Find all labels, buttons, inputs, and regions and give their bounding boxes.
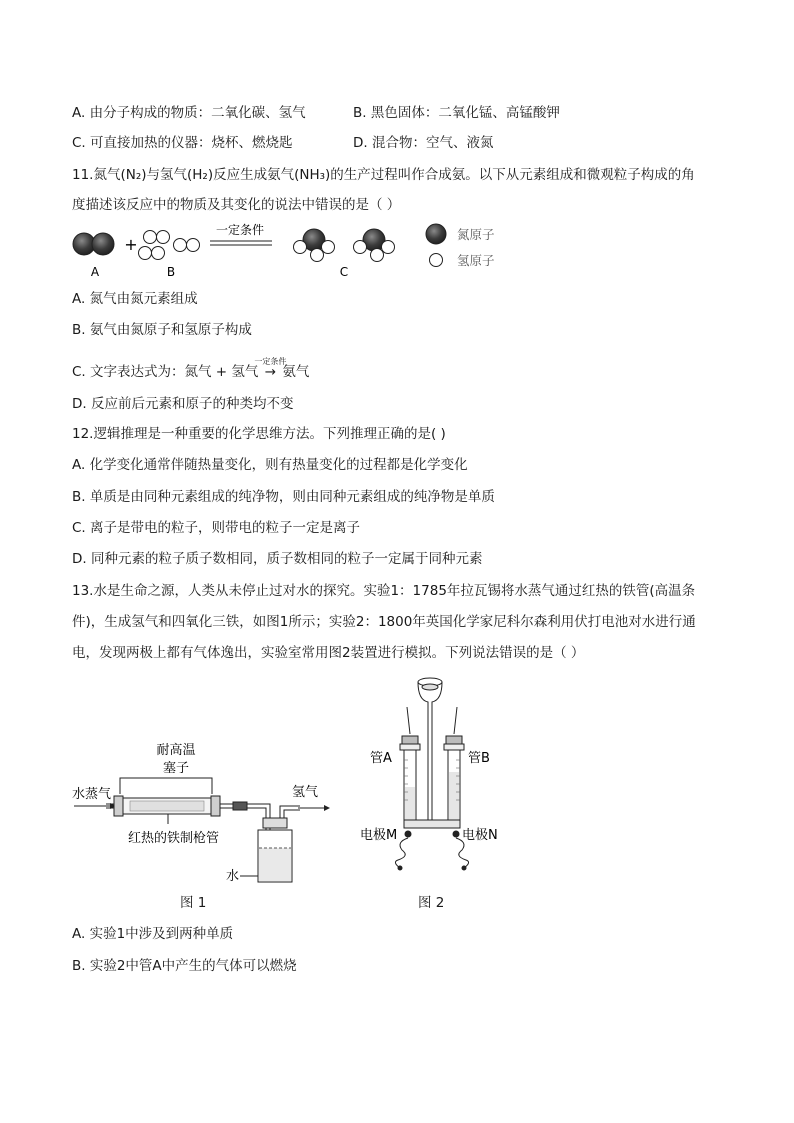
nh3-molecule-1 (294, 229, 335, 262)
q10-option-a: A. 由分子构成的物质：二氧化碳、氢气 (72, 105, 306, 121)
legend-hydrogen-atom (430, 254, 443, 267)
q11-option-d: D. 反应前后元素和原子的种类均不变 (72, 396, 294, 412)
legend-nitrogen-label: 氮原子 (457, 227, 495, 242)
fig2-label-tube-b: 管B (468, 751, 490, 766)
fig1-label-stopper: 塞子 (162, 761, 190, 776)
fig2-funnel (418, 678, 442, 822)
fig1-label-hydrogen: 氢气 (292, 785, 319, 800)
n2-molecule (73, 233, 114, 255)
q11-stem-line1: 11.氮气(N₂)与氢气(H₂)反应生成氨气(NH₃)的生产过程叫作合成氨。以下从元素组成和微观粒子构成的角 (72, 167, 695, 183)
q11-option-c-arrow-group (254, 357, 287, 382)
fig1-stopper-bracket (120, 778, 212, 794)
q11-stem-line2: 度描述该反应中的物质及其变化的说法中错误的是（ ） (72, 197, 401, 213)
q11-reaction-diagram (68, 220, 518, 286)
q11-option-c (72, 357, 310, 382)
q11-option-b: B. 氨气由氮原子和氢原子构成 (72, 322, 252, 338)
q12-option-c: C. 离子是带电的粒子，则带电的粒子一定是离子 (72, 520, 361, 536)
figure-2-electrolysis-apparatus (360, 672, 520, 882)
q13-stem-line1: 13.水是生命之源，人类从未停止过对水的探究。实验1：1785年拉瓦锡将水蒸气通过红热的铁管(高温条 (72, 583, 696, 599)
q11-option-a: A. 氮气由氮元素组成 (72, 291, 198, 307)
q13-option-a: A. 实验1中涉及到两种单质 (72, 926, 234, 942)
q11-option-c-suffix: 氨气 (282, 364, 310, 380)
fig1-iron-tube (106, 796, 220, 816)
legend-nitrogen-atom (426, 224, 446, 244)
fig2-connector (404, 820, 460, 828)
q12-option-d: D. 同种元素的粒子质子数相同，质子数相同的粒子一定属于同种元素 (72, 551, 483, 567)
fig2-tube-b (444, 707, 464, 824)
fig2-label-tube-a: 管A (370, 751, 392, 766)
fig2-wires (395, 838, 468, 870)
label-a: A (90, 265, 100, 279)
plus-sign: + (124, 235, 138, 254)
fig2-label-electrode-n: 电极N (462, 828, 498, 843)
q12-option-a: A. 化学变化通常伴随热量变化，则有热量变化的过程都是化学变化 (72, 457, 468, 473)
q10-option-d: D. 混合物：空气、液氮 (353, 135, 494, 151)
reaction-condition: 一定条件 (215, 223, 265, 237)
q11-option-c-arrow: → (264, 364, 277, 380)
q13-stem-line2: 件)，生成氢气和四氧化三铁，如图1所示；实验2：1800年英国化学家尼科尔森利用伏打电池对水进行通 (72, 614, 696, 630)
fig1-label-heat-resistant: 耐高温 (156, 743, 196, 758)
fig2-tube-a (400, 707, 420, 824)
q11-option-c-condition: 一定条件 (254, 357, 287, 366)
fig2-electrode-n (453, 831, 460, 838)
fig1-delivery-tube (220, 802, 300, 830)
figure-1-iron-tube-apparatus (70, 740, 340, 890)
fig1-label-steam: 水蒸气 (72, 787, 112, 802)
q12-option-b: B. 单质是由同种元素组成的纯净物，则由同种元素组成的纯净物是单质 (72, 489, 495, 505)
label-b: B (166, 265, 176, 279)
fig1-label-tube: 红热的铁制枪管 (128, 831, 220, 846)
legend-hydrogen-label: 氢原子 (457, 253, 495, 268)
q10-option-c: C. 可直接加热的仪器：烧杯、燃烧匙 (72, 135, 293, 151)
fig2-electrode-m (405, 831, 412, 838)
q13-option-b: B. 实验2中管A中产生的气体可以燃烧 (72, 958, 297, 974)
q12-stem: 12.逻辑推理是一种重要的化学思维方法。下列推理正确的是( ) (72, 426, 446, 442)
fig1-label-water: 水 (226, 869, 240, 884)
q10-option-b: B. 黑色固体：二氧化锰、高锰酸钾 (353, 105, 560, 121)
fig2-label-electrode-m: 电极M (360, 828, 398, 843)
fig1-caption: 图 1 (180, 895, 207, 911)
q11-option-c-prefix: C. 文字表达式为：氮气 + 氢气 (72, 364, 259, 380)
fig2-caption: 图 2 (418, 895, 445, 911)
fig1-hydrogen-arrowhead (324, 805, 330, 811)
q13-stem-line3: 电，发现两极上都有气体逸出，实验室常用图2装置进行模拟。下列说法错误的是（ ） (72, 645, 585, 661)
fig1-water-bottle (258, 818, 292, 882)
h2-molecules (139, 231, 200, 260)
nh3-molecule-2 (354, 229, 395, 262)
label-c: C (339, 265, 349, 279)
